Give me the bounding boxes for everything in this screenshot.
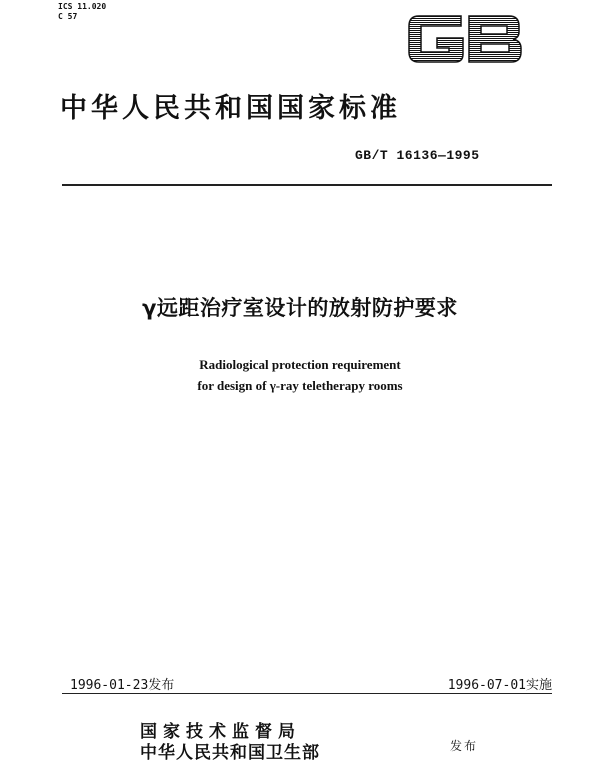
- issuing-authorities: [140, 722, 320, 764]
- top-divider: [62, 184, 552, 186]
- gb-logo-graphic: [405, 10, 525, 68]
- classification-codes: [58, 2, 106, 22]
- publish-label: 发布: [450, 739, 479, 753]
- ccs-code: C 57: [58, 12, 78, 21]
- implementation-date: 1996-07-01实施: [447, 678, 552, 693]
- ics-code: ICS 11.020: [58, 2, 107, 11]
- english-title: [0, 354, 600, 396]
- english-title-line1: Radiological protection requirement: [199, 357, 401, 372]
- issue-date: 1996-01-23发布: [70, 678, 175, 693]
- issuer-line2: 中华人民共和国卫生部: [140, 743, 320, 763]
- chinese-title: γ远距治疗室设计的放射防护要求: [142, 296, 458, 320]
- org-title: 中华人民共和国国家标准: [60, 93, 401, 124]
- bottom-divider: [62, 693, 552, 694]
- gb-logo: [405, 10, 525, 72]
- issuer-line1: 国家技术监督局: [140, 722, 301, 742]
- standard-number: GB/T 16136—1995: [355, 148, 480, 163]
- english-title-line2: for design of γ-ray teletherapy rooms: [197, 378, 403, 393]
